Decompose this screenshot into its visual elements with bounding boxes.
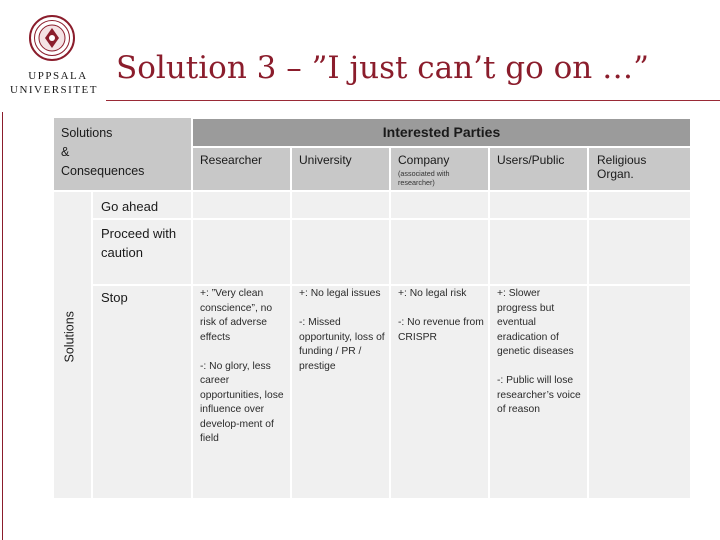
university-seal-icon: [28, 14, 76, 62]
row-label-stop: Stop: [101, 290, 128, 305]
row-label-proceed-with-caution: Proceed with caution: [101, 226, 177, 260]
row-label-go-ahead: Go ahead: [101, 199, 159, 214]
column-label-company: Company: [398, 153, 450, 167]
cell-stop-users-public: +: Slower progress but eventual eradication of genetic diseases -: Public will lose researcher’s voice of reason: [497, 288, 581, 415]
column-label-users-public: Users/Public: [497, 153, 565, 167]
left-divider: [2, 112, 3, 540]
logo-text-universitet: UNIVERSITET: [10, 84, 98, 96]
table-cell: [193, 220, 290, 284]
title-divider: [106, 100, 720, 101]
corner-header-label: Solutions & Consequences: [61, 126, 145, 178]
table-cell: [391, 220, 488, 284]
group-header-label: Interested Parties: [382, 124, 501, 140]
slide-title: Solution 3 – ”I just can’t go on …”: [116, 50, 649, 86]
table-cell: [292, 220, 389, 284]
column-label-researcher: Researcher: [200, 153, 263, 167]
column-label-religious-organ: Religious Organ.: [597, 153, 647, 181]
row-header-stop: [93, 286, 191, 498]
table-cell: [292, 192, 389, 218]
table-cell: [391, 192, 488, 218]
table-cell: [490, 192, 587, 218]
table-cell: [589, 220, 690, 284]
table-cell: [589, 192, 690, 218]
cell-stop-university: +: No legal issues -: Missed opportunity, loss of funding / PR / prestige: [299, 288, 385, 372]
column-sublabel-company: (associated with researcher): [398, 169, 450, 187]
table-cell: [589, 286, 690, 498]
table-cell: [490, 220, 587, 284]
column-label-university: University: [299, 153, 352, 167]
cell-stop-researcher: +: ”Very clean conscience”, no risk of adverse effects -: No glory, less career opportunities, lose influence over develop-ment of field: [200, 288, 284, 444]
cell-stop-company: +: No legal risk -: No revenue from CRISPR: [398, 288, 484, 343]
side-label: Solutions: [62, 311, 77, 363]
table-cell: [193, 192, 290, 218]
logo-text-uppsala: UPPSALA: [28, 70, 88, 82]
